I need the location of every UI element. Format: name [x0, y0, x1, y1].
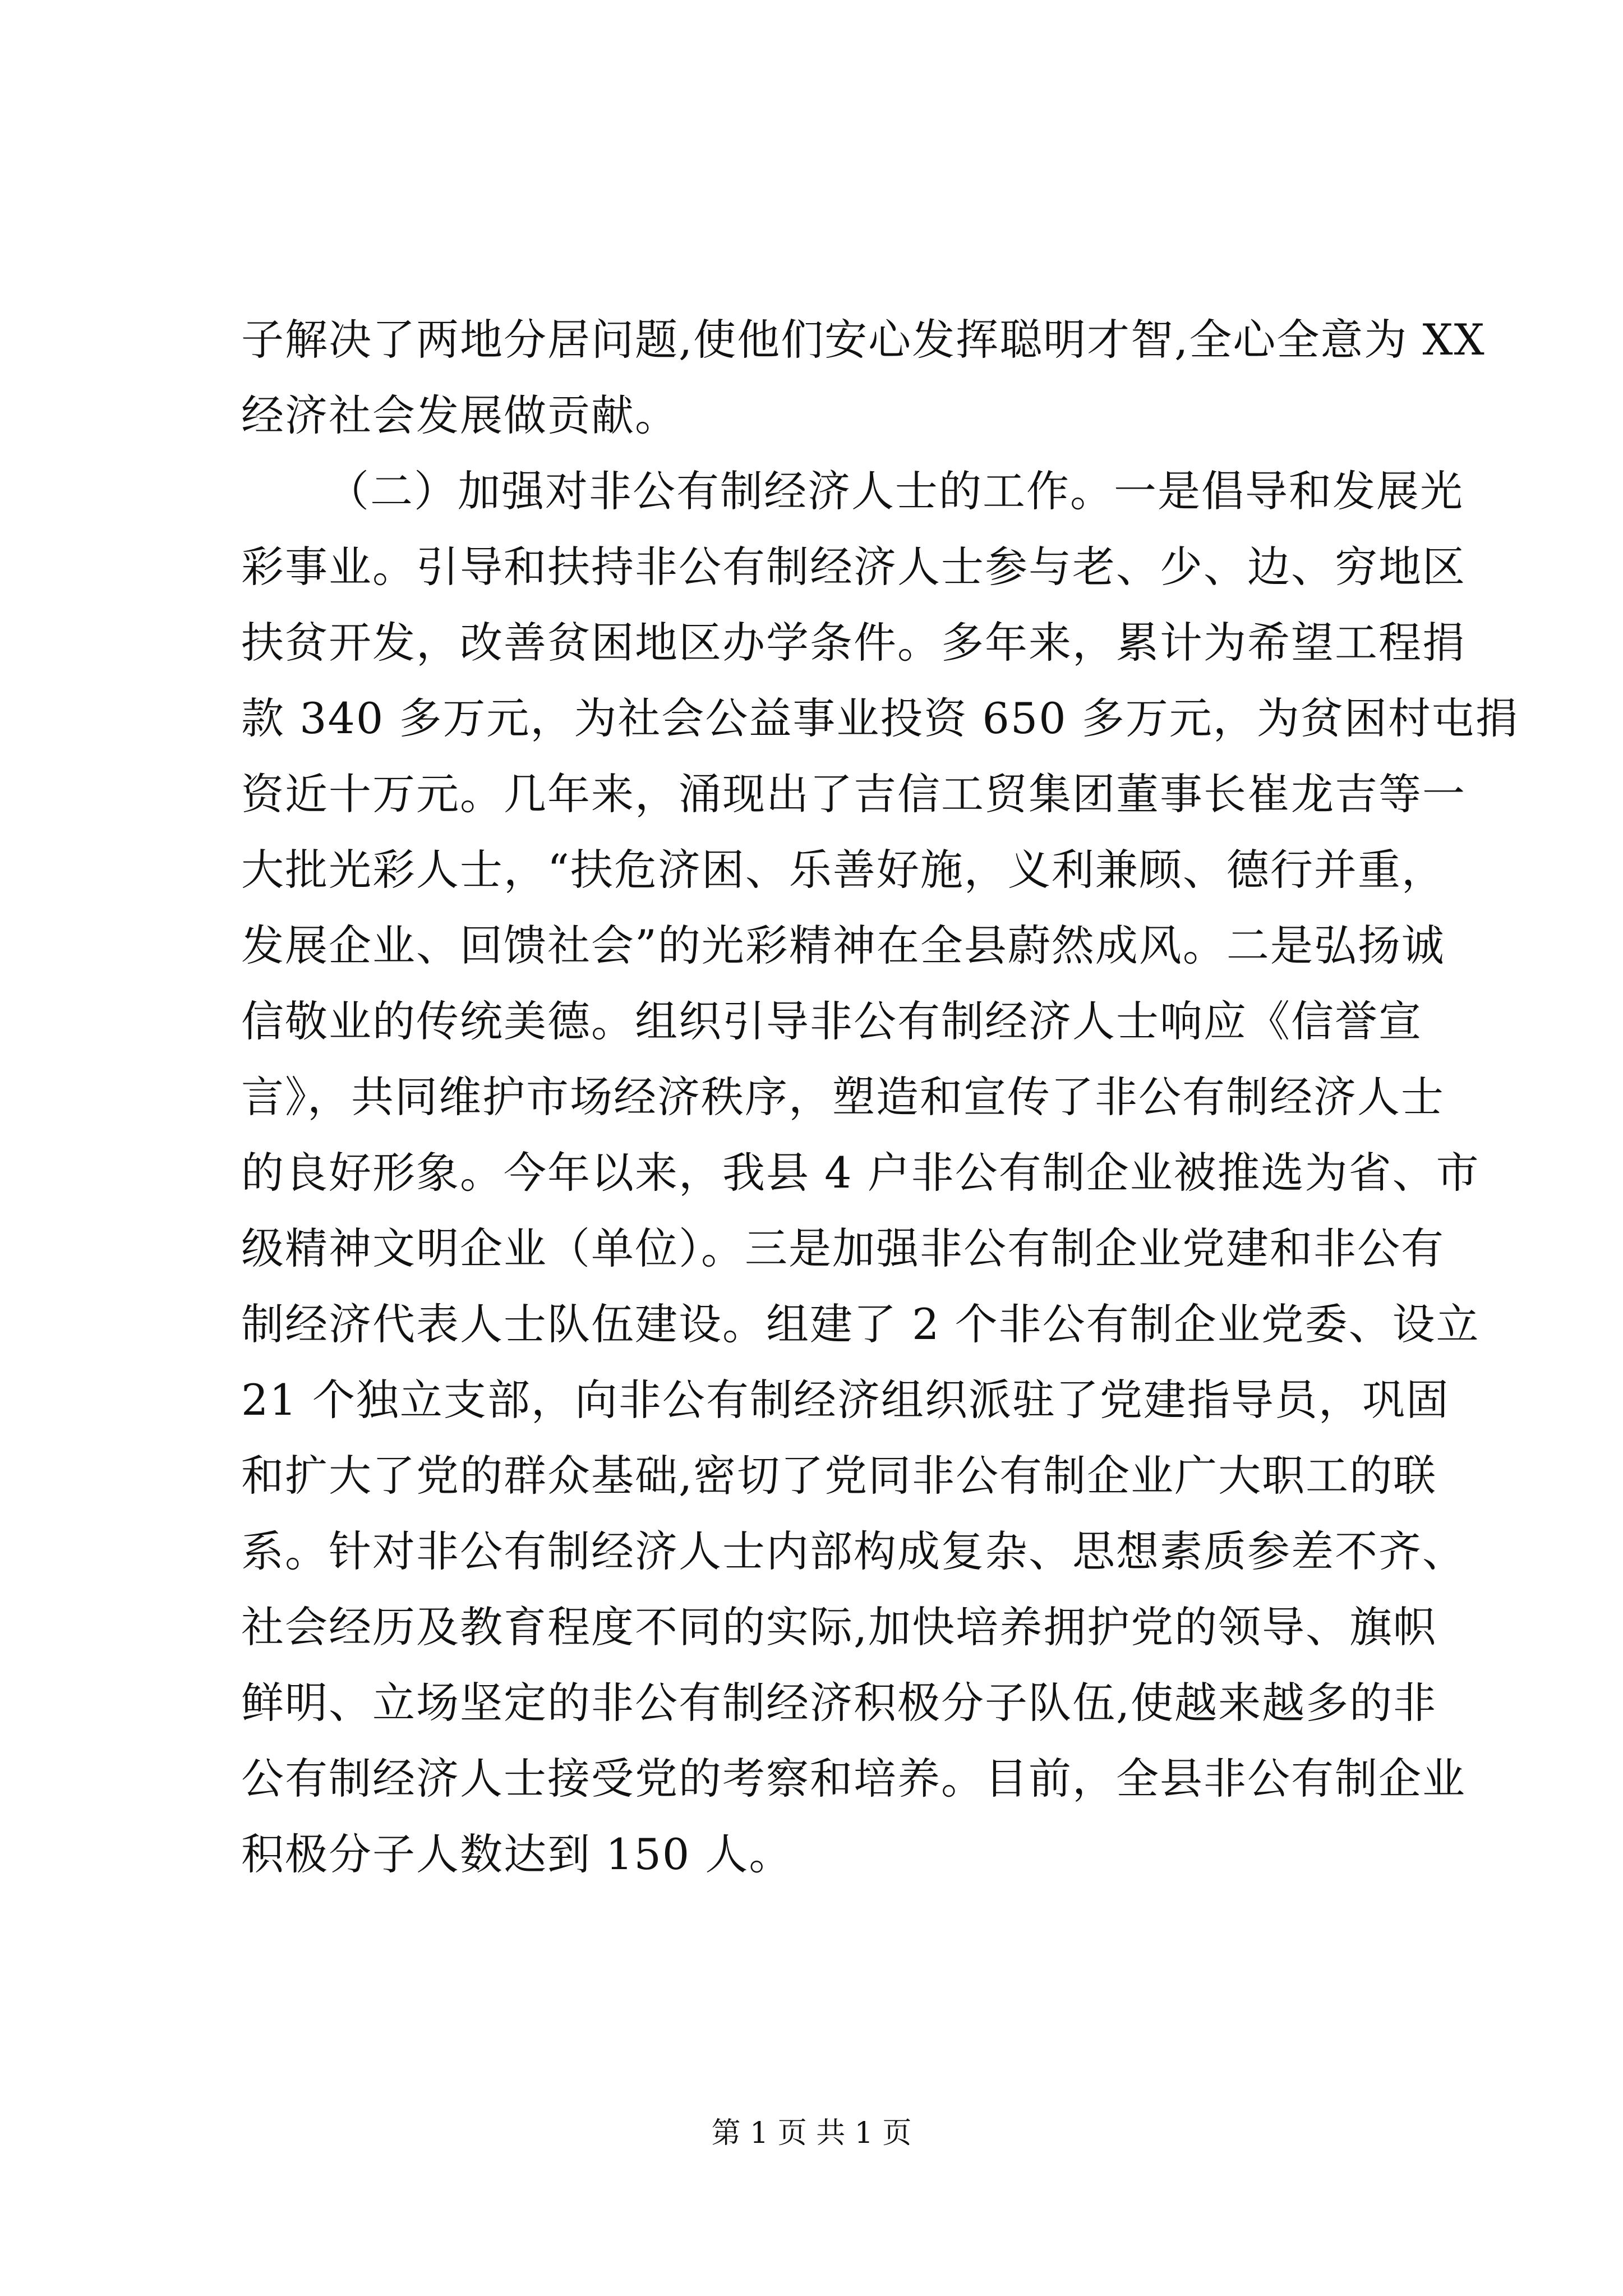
- text-line: 鲜明、立场坚定的非公有制经济积极分子队伍,使越来越多的非: [241, 1678, 1437, 1728]
- text-line: 21 个独立支部，向非公有制经济组织派驻了党建指导员，巩固: [241, 1375, 1450, 1425]
- text-line: 款 340 多万元，为社会公益事业投资 650 多万元，为贫困村屯捐: [241, 693, 1519, 743]
- text-line: 大批光彩人士，“扶危济困、乐善好施，义利兼顾、德行并重，: [241, 845, 1445, 895]
- text-line: 积极分子人数达到 150 人。: [241, 1829, 793, 1879]
- text-line: 扶贫开发，改善贫困地区办学条件。多年来，累计为希望工程捐: [241, 618, 1466, 668]
- text-line: 社会经历及教育程度不同的实际,加快培养拥护党的领导、旗帜: [241, 1602, 1437, 1652]
- text-line: 资近十万元。几年来，涌现出了吉信工贸集团董事长崔龙吉等一: [241, 769, 1466, 819]
- text-line: 公有制经济人士接受党的考察和培养。目前，全县非公有制企业: [241, 1754, 1466, 1803]
- text-line: 制经济代表人士队伍建设。组建了 2 个非公有制企业党委、设立: [241, 1299, 1480, 1349]
- text-line: 的良好形象。今年以来，我县 4 户非公有制企业被推选为省、市: [241, 1148, 1480, 1198]
- text-line: 系。针对非公有制经济人士内部构成复杂、思想素质参差不齐、: [241, 1526, 1466, 1576]
- text-line: 言》，共同维护市场经济秩序，塑造和宣传了非公有制经济人士: [241, 1072, 1445, 1122]
- text-line: 和扩大了党的群众基础,密切了党同非公有制企业广大职工的联: [241, 1451, 1437, 1501]
- text-line: 发展企业、回馈社会”的光彩精神在全县蔚然成风。二是弘扬诚: [241, 921, 1445, 970]
- text-line: 彩事业。引导和扶持非公有制经济人士参与老、少、边、穷地区: [241, 542, 1466, 592]
- text-line: 级精神文明企业（单位）。三是加强非公有制企业党建和非公有: [241, 1223, 1445, 1273]
- text-line: 信敬业的传统美德。组织引导非公有制经济人士响应《信誉宣: [241, 996, 1422, 1046]
- text-line: 经济社会发展做贡献。: [241, 390, 679, 440]
- page-number-footer: 第 1 页 共 1 页: [711, 2116, 912, 2150]
- text-line: 子解决了两地分居问题,使他们安心发挥聪明才智,全心全意为 XX: [241, 315, 1486, 365]
- text-line: （二）加强对非公有制经济人士的工作。一是倡导和发展光: [326, 466, 1464, 516]
